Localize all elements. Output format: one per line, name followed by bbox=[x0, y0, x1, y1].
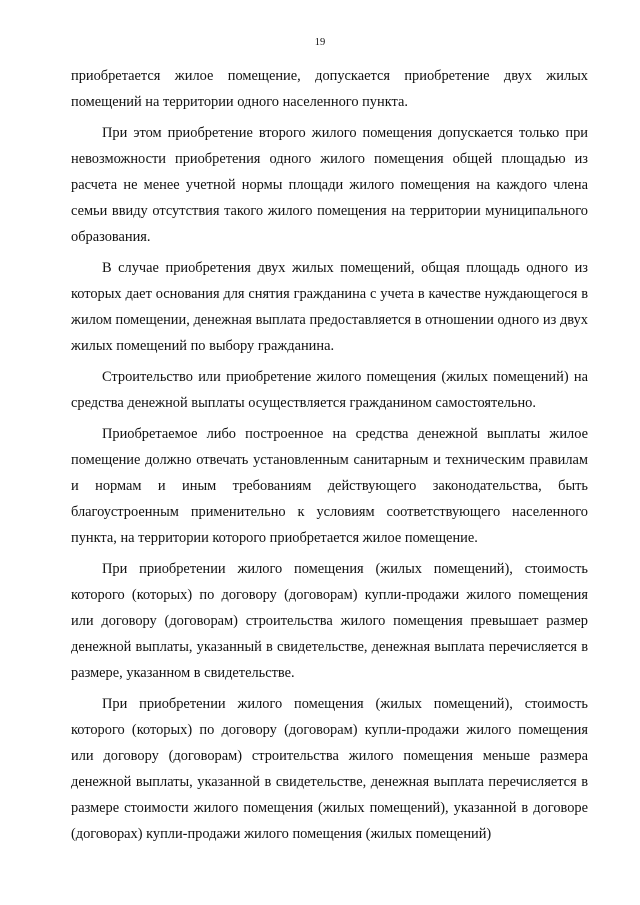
paragraph-continued: приобретается жилое помещение, допускается приобретение двух жилых помещений на территории одного населенного пункта. bbox=[71, 68, 588, 110]
paragraph: При приобретении жилого помещения (жилых помещений), стоимость которого (которых) по договору (договорам) купли-продажи жилого помещения или договору (договорам) строительства жилого помещения меньше размера денежной выплаты, указанной в свидетельстве, денежная выплата перечисляется в размере стоимости жилого помещения (жилых помещений), указанной в договоре (договорах) купли-продажи жилого помещения (жилых помещений) bbox=[71, 696, 588, 842]
page-number: 19 bbox=[314, 37, 326, 48]
paragraph: При приобретении жилого помещения (жилых помещений), стоимость которого (которых) по договору (договорам) купли-продажи жилого помещения или договору (договорам) строительства жилого помещения превышает размер денежной выплаты, указанный в свидетельстве, денежная выплата перечисляется в размере, указанном в свидетельстве. bbox=[71, 561, 588, 681]
document-body bbox=[71, 63, 588, 852]
paragraph: При этом приобретение второго жилого помещения допускается только при невозможности приобретения одного жилого помещения общей площадью из расчета не менее учетной нормы площади жилого помещения на каждого члена семьи ввиду отсутствия такого жилого помещения на территории муниципального образования. bbox=[71, 125, 588, 245]
paragraph: Строительство или приобретение жилого помещения (жилых помещений) на средства денежной выплаты осуществляется гражданином самостоятельно. bbox=[71, 369, 588, 411]
paragraph: В случае приобретения двух жилых помещений, общая площадь одного из которых дает основания для снятия гражданина с учета в качестве нуждающегося в жилом помещении, денежная выплата предоставляется в отношении одного из двух жилых помещений по выбору гражданина. bbox=[71, 260, 588, 354]
paragraph: Приобретаемое либо построенное на средства денежной выплаты жилое помещение должно отвечать установленным санитарным и техническим правилам и нормам и иным требованиям действующего законодательства, быть благоустроенным применительно к условиям соответствующего населенного пункта, на территории которого приобретается жилое помещение. bbox=[71, 426, 588, 546]
